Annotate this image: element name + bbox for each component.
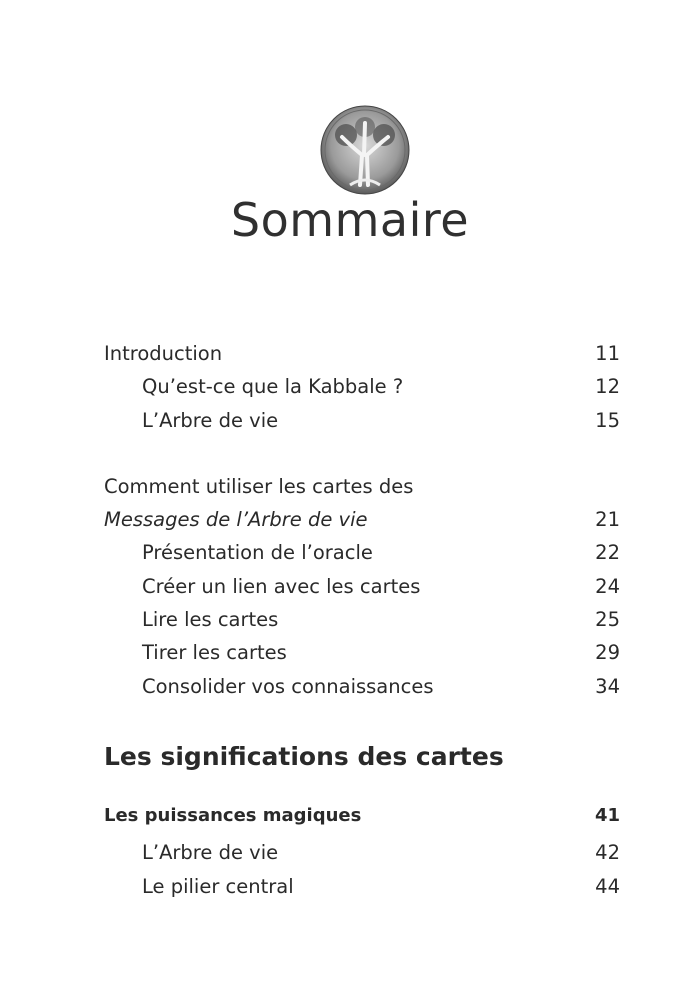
table-of-contents [104, 337, 620, 903]
toc-label: Les puissances magiques [104, 804, 362, 826]
toc-page: 11 [595, 342, 620, 365]
toc-entry[interactable] [104, 370, 620, 403]
toc-label: L’Arbre de vie [142, 408, 279, 432]
spacer [104, 437, 620, 470]
toc-page: 42 [595, 841, 620, 865]
toc-label: Messages de l’Arbre de vie [104, 508, 368, 532]
page-title: Sommaire [230, 193, 470, 247]
section-heading: Les significations des cartes [104, 741, 504, 771]
toc-entry[interactable] [104, 670, 620, 703]
toc-page: 41 [594, 804, 620, 826]
tree-of-life-medallion-icon [320, 105, 410, 195]
toc-label: L’Arbre de vie [142, 841, 279, 865]
toc-entry[interactable] [104, 799, 620, 832]
toc-entry[interactable] [104, 404, 620, 437]
toc-entry[interactable] [104, 570, 620, 603]
toc-label: Le pilier central [142, 874, 294, 898]
toc-entry[interactable] [104, 503, 620, 536]
toc-label: Consolider vos connaissances [142, 674, 434, 698]
toc-entry[interactable] [104, 470, 620, 503]
toc-page: 21 [595, 508, 620, 532]
toc-label: Présentation de l’oracle [142, 541, 373, 565]
toc-label: Tirer les cartes [142, 641, 287, 665]
toc-entry[interactable] [104, 337, 620, 370]
toc-page: 12 [595, 375, 620, 399]
toc-label: Créer un lien avec les cartes [142, 574, 421, 598]
toc-entry[interactable] [104, 536, 620, 569]
toc-entry[interactable] [104, 636, 620, 669]
toc-page: 34 [595, 674, 620, 698]
toc-label: Introduction [104, 342, 223, 365]
toc-label: Lire les cartes [142, 608, 279, 632]
toc-entry[interactable] [104, 836, 620, 869]
toc-label: Qu’est-ce que la Kabbale ? [142, 375, 404, 399]
toc-page: 29 [595, 641, 620, 665]
toc-entry[interactable] [104, 603, 620, 636]
toc-page: 24 [595, 574, 620, 598]
toc-page: 22 [595, 541, 620, 565]
toc-page: 44 [595, 874, 620, 898]
toc-entry[interactable] [104, 870, 620, 903]
toc-page: 15 [595, 408, 620, 432]
toc-label: Comment utiliser les cartes des [104, 474, 414, 498]
toc-page: 25 [595, 608, 620, 632]
